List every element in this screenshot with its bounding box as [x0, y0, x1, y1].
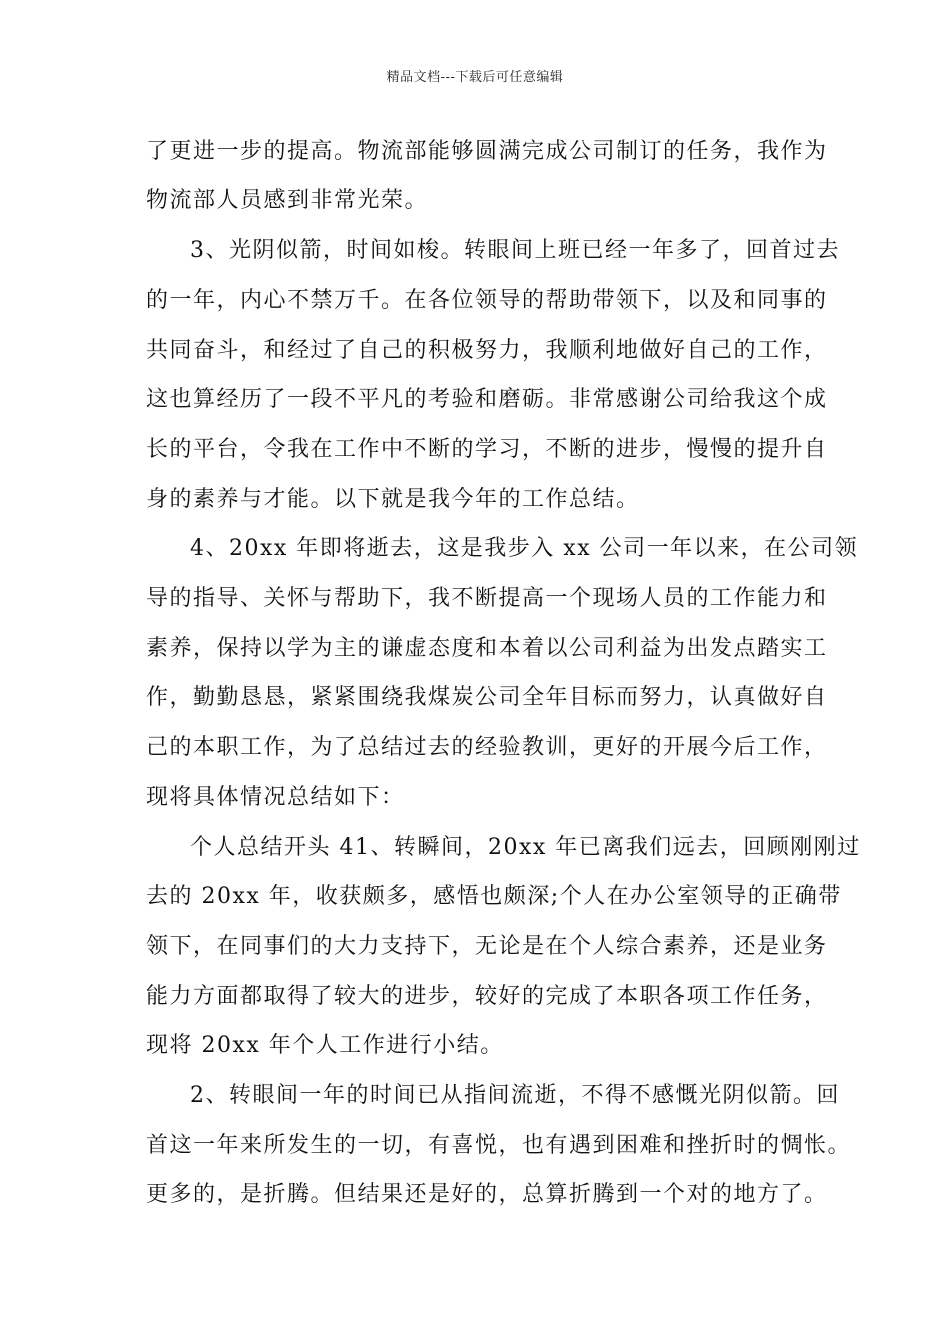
paragraph-first-line: 2、转眼间一年的时间已从指间流逝，不得不感慨光阴似箭。回	[190, 1083, 840, 1108]
body-line: 更多的，是折腾。但结果还是好的，总算折腾到一个对的地方了。	[146, 1182, 828, 1207]
paragraph-first-line: 3、光阴似箭，时间如梭。转眼间上班已经一年多了，回首过去	[190, 238, 840, 263]
body-line: 身的素养与才能。以下就是我今年的工作总结。	[146, 487, 640, 512]
body-line: 首这一年来所发生的一切，有喜悦，也有遇到困难和挫折时的惆怅。	[146, 1133, 852, 1158]
body-line: 物流部人员感到非常光荣。	[146, 188, 429, 213]
body-line: 的一年，内心不禁万千。在各位领导的帮助带领下，以及和同事的	[146, 288, 828, 313]
body-line: 己的本职工作，为了总结过去的经验教训，更好的开展今后工作，	[146, 735, 828, 760]
body-line: 去的 20xx 年，收获颇多，感悟也颇深;个人在办公室领导的正确带	[146, 884, 842, 909]
body-line: 导的指导、关怀与帮助下，我不断提高一个现场人员的工作能力和	[146, 586, 828, 611]
paragraph-first-line: 个人总结开头 41、转瞬间，20xx 年已离我们远去，回顾刚刚过	[190, 835, 861, 860]
body-line: 长的平台，令我在工作中不断的学习，不断的进步，慢慢的提升自	[146, 437, 828, 462]
body-line: 现将 20xx 年个人工作进行小结。	[146, 1033, 504, 1058]
body-line: 能力方面都取得了较大的进步，较好的完成了本职各项工作任务，	[146, 984, 828, 1009]
page-header: 精品文档---下载后可任意编辑	[386, 70, 564, 85]
body-line: 现将具体情况总结如下：	[146, 785, 405, 810]
paragraph-first-line: 4、20xx 年即将逝去，这是我步入 xx 公司一年以来，在公司领	[190, 536, 859, 561]
body-line: 作，勤勤恳恳，紧紧围绕我煤炭公司全年目标而努力，认真做好自	[146, 685, 828, 710]
body-line: 这也算经历了一段不平凡的考验和磨砺。非常感谢公司给我这个成	[146, 387, 828, 412]
body-line: 素养，保持以学为主的谦虚态度和本着以公司利益为出发点踏实工	[146, 636, 828, 661]
body-line: 了更进一步的提高。物流部能够圆满完成公司制订的任务，我作为	[146, 139, 828, 164]
body-line: 共同奋斗，和经过了自己的积极努力，我顺利地做好自己的工作，	[146, 338, 828, 363]
body-line: 领下，在同事们的大力支持下，无论是在个人综合素养，还是业务	[146, 934, 828, 959]
